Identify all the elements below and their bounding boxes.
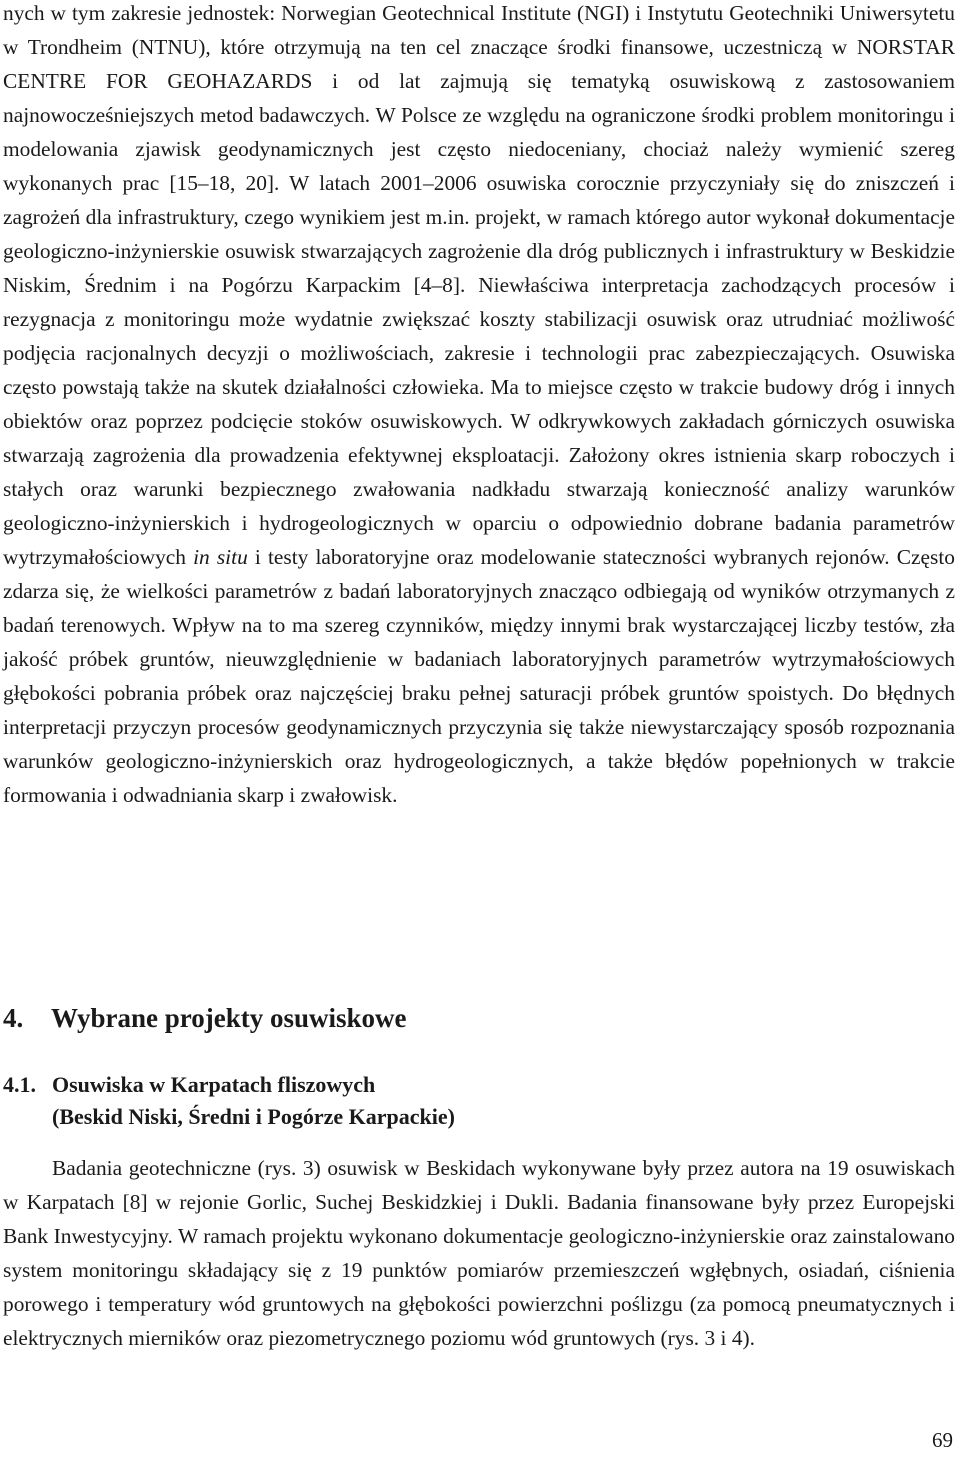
body-text-bottom (3, 1151, 955, 1355)
paragraph-text-part2: i testy laboratoryjne oraz modelowanie stateczności wybranych rejonów. Często zdarza się, że wielkości parametrów z badań laboratoryjnych znacząco odbiegają od wyników otrzymanych z badań terenowych. Wpływ na to ma szereg czynników, między innymi brak wystarczającej liczby testów, zła jakość próbek gruntów, nieuwzględnienie w badaniach laboratoryjnych parametrów wytrzymałościowych głębokości pobrania próbek oraz najczęściej braku pełnej saturacji próbek gruntów spoistych. Do błędnych interpretacji przyczyn procesów geodynamicznych przyczynia się także niewystarczający sposób rozpoznania warunków geologiczno-inżynierskich oraz hydrogeologicznych, a także błędów popełnionych w trakcie formowania i odwadniania skarp i zwałowisk. (3, 545, 955, 807)
subsection-title-line1: Osuwiska w Karpatach fliszowych (52, 1072, 376, 1097)
paragraph-text-part1: nych w tym zakresie jednostek: Norwegian Geotechnical Institute (NGI) i Instytutu Geotechniki Uniwersytetu w Trondheim (NTNU), które otrzymują na ten cel znaczące środki finansowe, uczestniczą w NORSTAR CENTRE FOR GEOHAZARDS i od lat zajmują się tematyką osuwiskową z zastosowaniem najnowocześniejszych metod badawczych. W Polsce ze względu na ograniczone środki problem monitoringu i modelowania zjawisk geodynamicznych jest często niedoceniany, chociaż należy wymienić szereg wykonanych prac [15–18, 20]. W latach 2001–2006 osuwiska corocznie przyczyniały się do zniszczeń i zagrożeń dla infrastruktury, czego wynikiem jest m.in. projekt, w ramach którego autor wykonał dokumentacje geologiczno-inżynierskie osuwisk stwarzających zagrożenie dla dróg publicznych i infrastruktury w Beskidzie Niskim, Średnim i na Pogórzu Karpackim [4–8]. Niewłaściwa interpretacja zachodzących procesów i rezygnacja z monitoringu może wydatnie zwiększać koszty stabilizacji osuwisk oraz utrudniać możliwość podjęcia racjonalnych decyzji o możliwościach, zakresie i technologii prac zabezpieczających. Osuwiska często powstają także na skutek działalności człowieka. Ma to miejsce często w trakcie budowy dróg i innych obiektów oraz poprzez podcięcie stoków osuwiskowych. W odkrywkowych zakładach górniczych osuwiska stwarzają zagrożenia dla prowadzenia efektywnej eksploatacji. Założony okres istnienia skarp roboczych i stałych oraz warunki bezpiecznego zwałowania nadkładu stwarzają konieczność analizy warunków geologiczno-inżynierskich i hydrogeologicznych w oparciu o odpowiednio dobrane badania parametrów wytrzymałościowych (3, 1, 955, 569)
subsection-title-line2: (Beskid Niski, Średni i Pogórze Karpackie) (52, 1104, 455, 1129)
body-text-top (3, 0, 955, 812)
section-heading (3, 1000, 407, 1036)
subsection-title (52, 1069, 455, 1133)
subsection-heading (3, 1069, 455, 1133)
section-title: Wybrane projekty osuwiskowe (51, 1003, 407, 1033)
subsection-number: 4.1. (3, 1072, 36, 1097)
paragraph (3, 0, 955, 812)
section-number: 4. (3, 1003, 24, 1033)
in-situ-italic-term: in situ (193, 545, 248, 569)
paragraph: Badania geotechniczne (rys. 3) osuwisk w Beskidach wykonywane były przez autora na 19 osuwiskach w Karpatach [8] w rejonie Gorlic, Suchej Beskidzkiej i Dukli. Badania finansowane były przez Europejski Bank Inwestycyjny. W ramach projektu wykonano dokumentacje geologiczno-inżynierskie oraz zainstalowano system monitoringu składający się z 19 punktów pomiarów przemieszczeń wgłębnych, osiadań, ciśnienia porowego i temperatury wód gruntowych na głębokości powierzchni poślizgu (za pomocą pneumatycznych i elektrycznych mierników oraz piezometrycznego poziomu wód gruntowych (rys. 3 i 4). (3, 1156, 955, 1350)
page-number: 69 (932, 1428, 953, 1452)
